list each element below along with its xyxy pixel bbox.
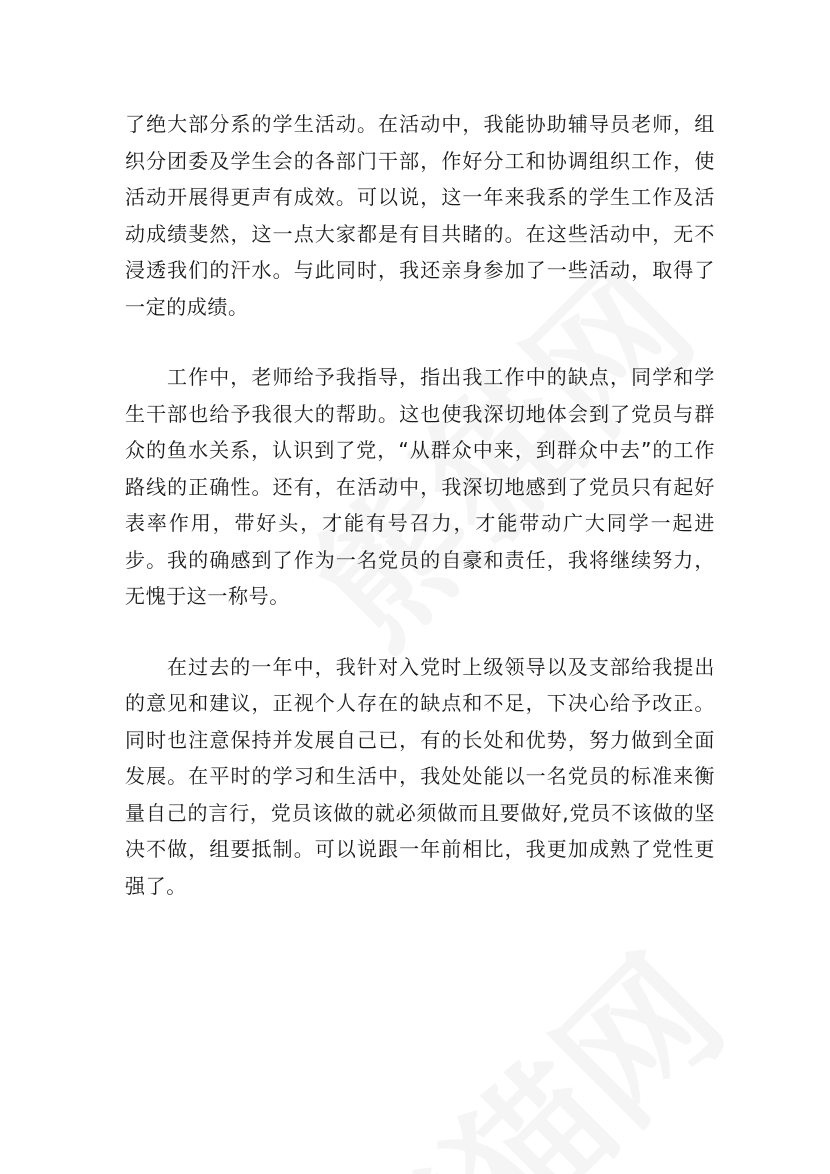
- paragraph-3: 在过去的一年中，我针对入党时上级领导以及支部给我提出的意见和建议，正视个人存在的缺点和不足，下决心给予改正。同时也注意保持并发展自己已，有的长处和优势，努力做到全面发展。在平时的学习和生活中，我处处能以一名党员的标准来衡量自己的言行，党员该做的就必须做而且要做好,党员不该做的坚决不做，组要抵制。可以说跟一年前相比，我更加成熟了党性更强了。: [125, 654, 715, 898]
- watermark: [290, 903, 761, 1174]
- paragraph-1: 了绝大部分系的学生活动。在活动中，我能协助辅导员老师，组织分团委及学生会的各部门干部，作好分工和协调组织工作，使活动开展得更声有成效。可以说，这一年来我系的学生工作及活动成绩斐然，这一点大家都是有目共睹的。在这些活动中，无不浸透我们的汗水。与此同时，我还亲身参加了一些活动，取得了一定的成绩。: [125, 112, 715, 319]
- paragraph-2: 工作中，老师给予我指导，指出我工作中的缺点，同学和学生干部也给予我很大的帮助。这也使我深切地体会到了党员与群众的鱼水关系，认识到了党，“从群众中来，到群众中去”的工作路线的正确性。还有，在活动中，我深切地感到了党员只有起好表率作用，带好头，才能有号召力，才能带动广大同学一起进步。我的确感到了作为一名党员的自豪和责任，我将继续努力，无愧于这一称号。: [125, 365, 715, 608]
- document-body: [125, 106, 715, 938]
